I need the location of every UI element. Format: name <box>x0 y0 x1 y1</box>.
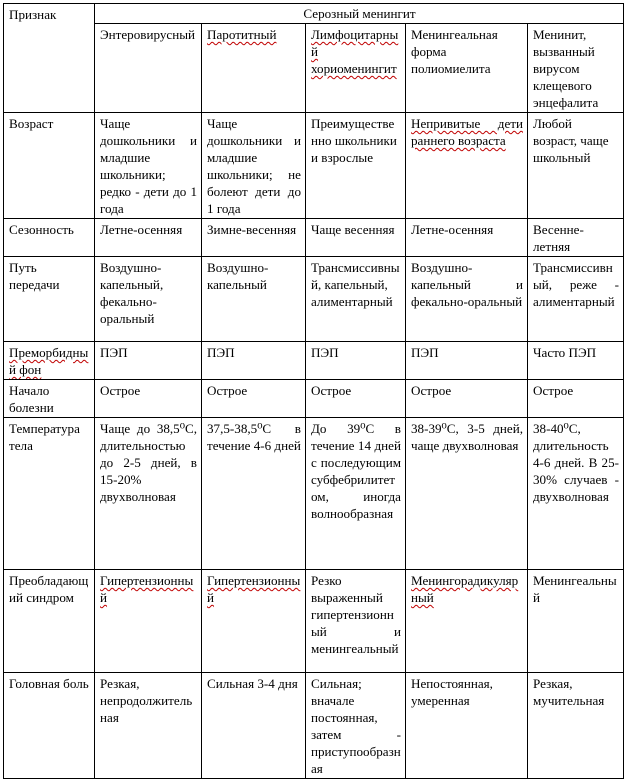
column-header-row <box>4 24 624 113</box>
table-cell <box>528 418 624 570</box>
table-cell <box>306 673 406 779</box>
table-cell <box>306 570 406 673</box>
table-cell <box>528 570 624 673</box>
row-label <box>4 570 95 673</box>
row-label <box>4 113 95 219</box>
cell-text: Сильная; вначале постоянная, затем - приступообразная <box>311 676 401 776</box>
table-cell <box>406 418 528 570</box>
group-header-text: Серозный менингит <box>303 6 416 21</box>
cell-text: Воздушно-капельный и фекально-оральный <box>411 260 523 309</box>
table-cell <box>528 342 624 380</box>
cell-text: Трансмиссивный, реже - алиментарный <box>533 260 620 309</box>
row-label-text: Начало болезни <box>9 383 54 415</box>
cell-text: Чаще до 38,5⁰С, длительностью до 2-5 дней, в 15-20% двухволновая <box>100 421 197 504</box>
table-cell <box>306 219 406 257</box>
cell-text: Воздушно-капельный <box>207 260 269 292</box>
cell-text: 37,5-38,5⁰С в течение 4-6 дней <box>207 421 301 453</box>
table-cell <box>406 342 528 380</box>
table-row <box>4 418 624 570</box>
row-label <box>4 418 95 570</box>
cell-text: Резко выраженный гипертензионный и менингеальный <box>311 573 401 656</box>
table-cell <box>95 219 202 257</box>
row-label-text: Сезонность <box>9 222 74 237</box>
row-label-text: Температура тела <box>9 421 80 453</box>
column-header-text: Паротитный <box>207 27 277 42</box>
row-label-text: Преморбидный фон <box>9 345 89 377</box>
table-cell <box>306 418 406 570</box>
cell-text: Резкая, мучительная <box>533 676 605 708</box>
cell-text: Летне-осенняя <box>100 222 183 237</box>
row-label <box>4 673 95 779</box>
cell-text: Острое <box>100 383 141 398</box>
table-cell <box>202 219 306 257</box>
cell-text: Летне-осенняя <box>411 222 494 237</box>
cell-text: До 39⁰С в течение 14 дней с последующим субфебрилитетом, иногда волнообразная <box>311 421 401 521</box>
cell-text: Непривитые дети раннего возраста <box>411 116 523 148</box>
cell-text: Любой возраст, чаще школьный <box>533 116 609 165</box>
column-header-text: Лимфоцитарный хориоменингит <box>311 27 399 76</box>
cell-text: Острое <box>411 383 452 398</box>
row-label <box>4 257 95 342</box>
cell-text: Острое <box>207 383 248 398</box>
table-cell <box>202 342 306 380</box>
cell-text: Менингеальный <box>533 573 617 605</box>
cell-text: ПЭП <box>411 345 439 360</box>
column-header-lcm <box>306 24 406 113</box>
table-cell <box>95 113 202 219</box>
row-label-text: Путь передачи <box>9 260 60 292</box>
table-row <box>4 113 624 219</box>
table-cell <box>406 219 528 257</box>
cell-text: Весенне-летняя <box>533 222 584 254</box>
cell-text: Чаще весенняя <box>311 222 395 237</box>
table-row <box>4 380 624 418</box>
table-cell <box>406 673 528 779</box>
table-cell <box>202 257 306 342</box>
table-cell <box>528 380 624 418</box>
table-row <box>4 570 624 673</box>
table-cell <box>202 418 306 570</box>
corner-header-text: Признак <box>9 7 57 22</box>
cell-text: Резкая, непродолжительная <box>100 676 193 725</box>
cell-text: Преимущественно школьники и взрослые <box>311 116 397 165</box>
column-header-polio <box>406 24 528 113</box>
table-cell <box>528 219 624 257</box>
cell-text: Чаще дошкольники и младшие школьники; не болеют дети до 1 года <box>207 116 301 216</box>
cell-text: Непостоянная, умеренная <box>411 676 493 708</box>
corner-header-cell <box>4 4 95 113</box>
cell-text: Острое <box>533 383 574 398</box>
column-header-mumps <box>202 24 306 113</box>
cell-text: ПЭП <box>100 345 128 360</box>
table-cell <box>202 673 306 779</box>
table-cell <box>95 570 202 673</box>
cell-text: 38-39⁰С, 3-5 дней, чаще двухволновая <box>411 421 523 453</box>
column-header-text: Менингеальная форма полиомиелита <box>411 27 498 76</box>
column-header-tbe <box>528 24 624 113</box>
row-label <box>4 380 95 418</box>
table-row <box>4 257 624 342</box>
table-row <box>4 219 624 257</box>
group-header-cell <box>95 4 624 24</box>
table-cell <box>95 673 202 779</box>
column-header-text: Менинит, вызванный вирусом клещевого энцефалита <box>533 27 599 110</box>
table-cell <box>528 113 624 219</box>
table-cell <box>406 570 528 673</box>
row-label <box>4 219 95 257</box>
cell-text: Гипертензионный <box>100 573 194 605</box>
cell-text: Воздушно-капельный, фекально-оральный <box>100 260 164 326</box>
cell-text: ПЭП <box>311 345 339 360</box>
cell-text: Гипертензионный <box>207 573 301 605</box>
table-cell <box>202 380 306 418</box>
table-cell <box>306 380 406 418</box>
table-row <box>4 673 624 779</box>
table-cell <box>95 342 202 380</box>
row-label-text: Возраст <box>9 116 54 131</box>
meningitis-comparison-table <box>3 3 624 779</box>
row-label-text: Преобладающий синдром <box>9 573 89 605</box>
table-cell <box>528 257 624 342</box>
table-cell <box>95 418 202 570</box>
table-cell <box>306 257 406 342</box>
table-cell <box>202 570 306 673</box>
header-group-row <box>4 4 624 24</box>
row-label-text: Головная боль <box>9 676 89 691</box>
table-cell <box>406 113 528 219</box>
table-cell <box>406 257 528 342</box>
table-cell <box>406 380 528 418</box>
cell-text: 38-40⁰С, длительность 4-6 дней. В 25-30% случаев - двухволновая <box>533 421 620 504</box>
cell-text: Сильная 3-4 дня <box>207 676 298 691</box>
cell-text: Чаще дошкольники и младшие школьники; редко - дети до 1 года <box>100 116 197 216</box>
table-cell <box>528 673 624 779</box>
row-label <box>4 342 95 380</box>
table-row <box>4 342 624 380</box>
cell-text: ПЭП <box>207 345 235 360</box>
cell-text: Менингорадикулярный <box>411 573 519 605</box>
table-cell <box>95 257 202 342</box>
column-header-text: Энтеровирусный <box>100 27 196 42</box>
table-cell <box>202 113 306 219</box>
cell-text: Зимне-весенняя <box>207 222 297 237</box>
table-cell <box>306 342 406 380</box>
cell-text: Острое <box>311 383 352 398</box>
table-cell <box>95 380 202 418</box>
cell-text: Трансмиссивный, капельный, алиментарный <box>311 260 400 309</box>
column-header-enterovirus <box>95 24 202 113</box>
cell-text: Часто ПЭП <box>533 345 597 360</box>
table-cell <box>306 113 406 219</box>
